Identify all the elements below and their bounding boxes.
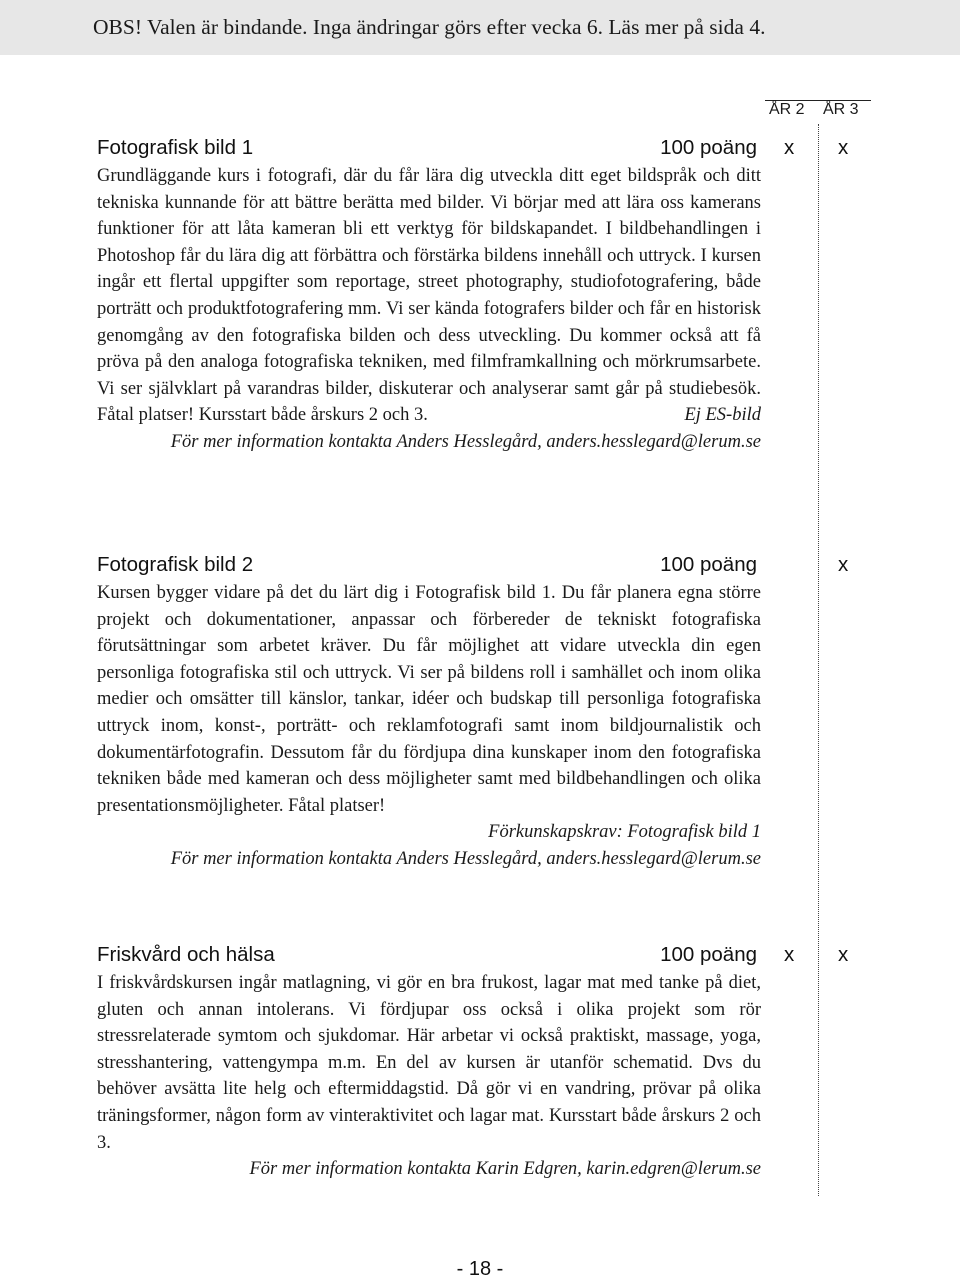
year3-mark: x — [838, 553, 849, 576]
course-description: Kursen bygger vidare på det du lärt dig i Fotografisk bild 1. Du får planera egna större projekt och dokumentationer, anpassar och förbereder de tekniskt fotografiska förutsättningar som arbetet kräver. Du får möjlighet att vidare utveckla din egen personliga fotografiska stil och uttryck. Vi ser på bildens roll i samhället och inom olika medier och omsätter till känslor, tankar, idéer och budskap till personliga fotografiska uttryck inom, konst-, porträtt- och reklamfotografi samt inom bildjournalistik och dokumentärfotografin. Dessutom får du fördjupa dina kunskaper inom den fotografiska tekniken både med kameran och dess möjligheter samt med bildbehandlingen och olika presentationsmöjligheter. Fåtal platser! — [97, 583, 761, 816]
course-description: I friskvårdskursen ingår matlagning, vi gör en bra frukost, lagar mat med tanke på diet, gluten och annan intolerans. Vi fördjupar oss också i olika projekt som rör stressrelaterade symtom och sjukdomar. Här arbetar vi också praktiskt, massage, yoga, stresshantering, vattengympa m.m. En del av kursen är utanför schematid. Dvs du behöver avsätta lite helg och eftermiddagstid. Då gör vi en vandring, prövar på olika träningsformer, någon form av vinteraktivitet och lagar mat. Kursstart både årskurs 2 och 3. — [97, 973, 761, 1153]
year3-mark: x — [838, 943, 849, 966]
course-note: Förkunskapskrav: Fotografisk bild 1 — [488, 822, 761, 843]
course-fotografisk-bild-1 — [97, 133, 761, 456]
course-points: 100 poäng — [660, 553, 757, 576]
course-contact: För mer information kontakta Anders Hesslegård, anders.hesslegard@lerum.se — [170, 848, 761, 869]
course-title: Fotografisk bild 1 — [97, 136, 254, 159]
course-contact: För mer information kontakta Karin Edgren, karin.edgren@lerum.se — [249, 1159, 761, 1180]
year3-header: ÅR 3 — [823, 101, 859, 118]
year3-mark: x — [838, 136, 849, 159]
course-title: Friskvård och hälsa — [97, 943, 275, 966]
course-contact: För mer information kontakta Anders Hesslegård, anders.hesslegard@lerum.se — [170, 431, 761, 452]
course-points: 100 poäng — [660, 943, 757, 966]
year2-header: ÅR 2 — [769, 101, 805, 118]
year2-mark: x — [784, 136, 795, 159]
column-divider — [818, 124, 819, 1196]
year2-mark: x — [784, 943, 795, 966]
page-number: - 18 - — [456, 1258, 504, 1280]
course-fotografisk-bild-2 — [97, 550, 761, 873]
course-note: Ej ES-bild — [684, 405, 761, 426]
course-description: Grundläggande kurs i fotografi, där du får lära dig utveckla ditt eget bildspråk och ditt tekniska kunnande för att bättre berätta med bilder. Vi börjar med att lära oss kamerans funktioner för att låta kameran bli ett verktyg för bildskapandet. I bildbehandlingen i Photoshop får du lära dig att förbättra och förstärka bildens innehåll och uttryck. I kursen ingår ett flertal uppgifter som reportage, street photography, studiofotografering, både porträtt och produktfotografering mm. Vi ser kända fotografers bilder och får en historisk genomgång av den fotografiska bilden och dess utveckling. Du kommer också att få pröva på den analoga fotografiska tekniken, med filmframkallning och mörkrumsarbete. Vi ser självklart på varandras bilder, diskuterar och analyserar samt går på studiebesök. Fåtal platser! Kursstart både årskurs 2 och 3. — [97, 166, 761, 426]
course-points: 100 poäng — [660, 136, 757, 159]
course-title: Fotografisk bild 2 — [97, 553, 254, 576]
notice-text: OBS! Valen är bindande. Inga ändringar görs efter vecka 6. Läs mer på sida 4. — [93, 15, 766, 39]
course-friskvard-och-halsa — [97, 940, 761, 1183]
year-column-header — [765, 100, 871, 118]
notice-banner — [0, 0, 960, 55]
